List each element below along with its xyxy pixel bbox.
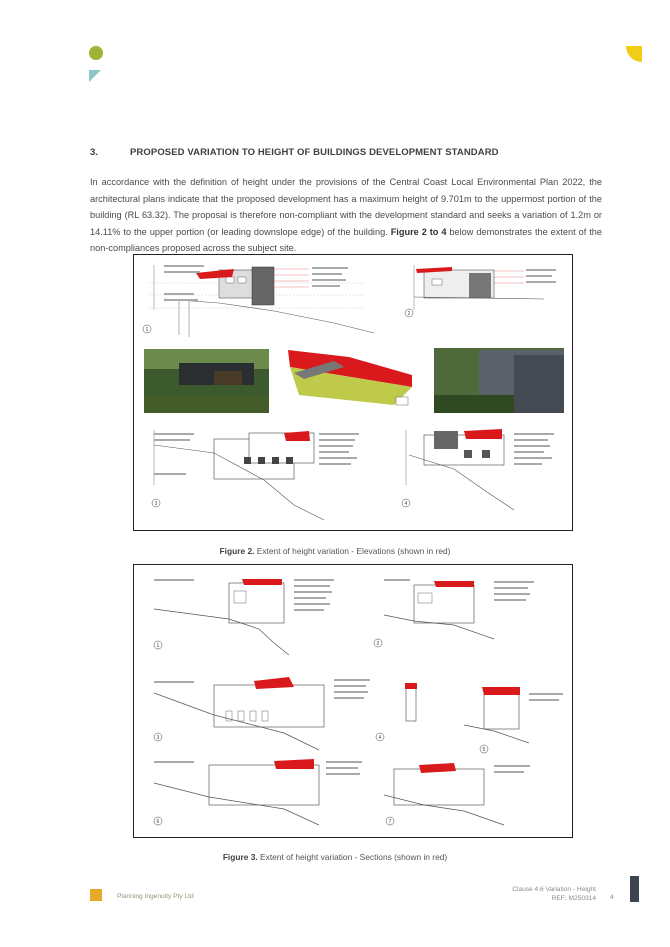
- view-number: 3: [154, 501, 158, 507]
- body-text: In accordance with the definition of height under the provisions of the Central Coast Local Environmental Plan 2022, the architectural plans indicate that the proposed development has a maximum height of 9.701m to the uppermost portion of the building (RL 63.32). The proposal is therefore non-compliant with the development standard and seeks a variation of 1.2m or 14.11% to the upper portion (or leading downslope edge) of the building.: [90, 177, 602, 237]
- body-paragraph: [90, 174, 602, 257]
- section-number: 3.: [90, 147, 99, 158]
- figure-3-caption-text: Extent of height variation - Sections (shown in red): [260, 852, 448, 862]
- footer-logo-square: [90, 889, 102, 901]
- view-number: 4: [404, 501, 408, 507]
- figure-2-label: Figure 2.: [219, 546, 255, 556]
- figure-3-caption: [0, 852, 670, 862]
- figure-3-label: Figure 3.: [222, 852, 258, 862]
- section-heading: [90, 147, 499, 158]
- figure-2-caption-text: Extent of height variation - Elevations (shown in red): [256, 546, 451, 556]
- view-number: 1: [145, 327, 149, 333]
- footer-ref: REF: M250314: [551, 895, 596, 902]
- footer-doc-title: Clause 4.6 Variation - Height: [512, 886, 596, 893]
- view-number: 3: [156, 735, 160, 741]
- section-title: PROPOSED VARIATION TO HEIGHT OF BUILDINGS DEVELOPMENT STANDARD: [130, 147, 499, 158]
- view-number: 5: [482, 747, 486, 753]
- view-number: 2: [407, 311, 411, 317]
- corner-mark: [626, 46, 642, 62]
- view-number: 6: [156, 819, 160, 825]
- figure-sections: [133, 564, 573, 838]
- view-number: 7: [388, 819, 392, 825]
- footer-doc-info: [460, 885, 596, 903]
- figure-reference: Figure 2 to 4: [390, 226, 447, 237]
- view-number: 2: [376, 641, 380, 647]
- sections-drawing: [134, 565, 572, 837]
- view-number: 1: [156, 643, 160, 649]
- view-number: 4: [378, 735, 382, 741]
- body-text-end: below demonstrates the extent of the non-compliances proposed across the subject site.: [90, 226, 602, 253]
- logo-triangle: [89, 70, 101, 82]
- figure-2-caption: [0, 546, 670, 556]
- page-number: 4: [610, 894, 614, 901]
- footer-company: Planning Ingenuity Pty Ltd: [117, 893, 194, 900]
- footer-accent-bar: [630, 876, 639, 902]
- figure-elevations: [133, 254, 573, 531]
- logo-dot: [89, 46, 103, 60]
- elevations-drawing: [134, 255, 572, 530]
